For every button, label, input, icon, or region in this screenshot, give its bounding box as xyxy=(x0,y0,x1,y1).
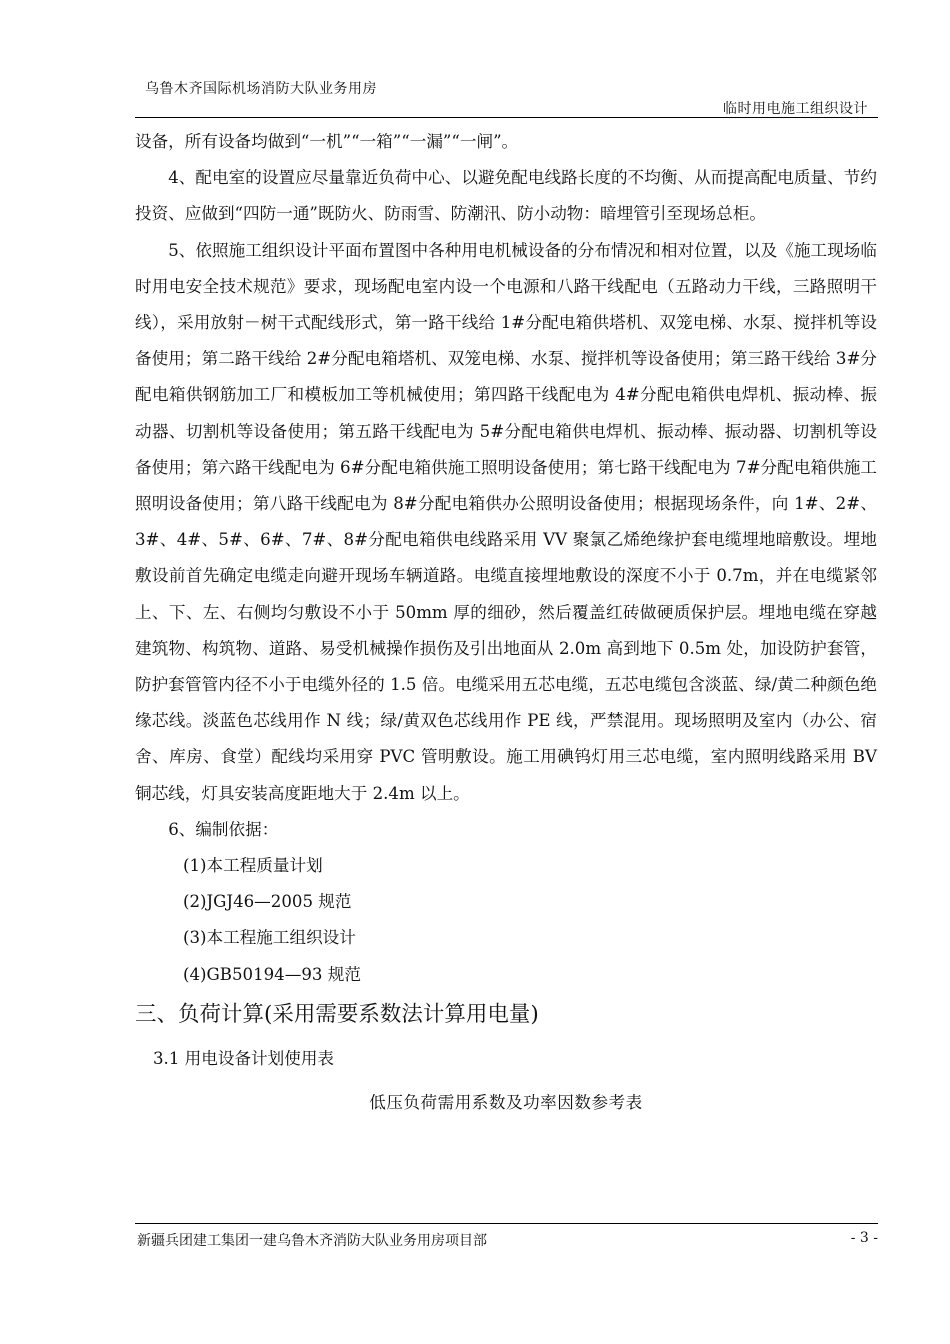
header-rule xyxy=(135,117,878,118)
paragraph-basis-heading: 6、编制依据： xyxy=(168,819,279,839)
page-body xyxy=(135,124,877,1121)
paragraph-equipment: 设备，所有设备均做到“一机”“一箱”“一漏”“一闸”。 xyxy=(135,132,519,151)
basis-item: (4)GB50194—93 规范 xyxy=(183,964,361,984)
paragraph-trunk-lines: 5、依照施工组织设计平面布置图中各种用电机械设备的分布情况和相对位置，以及《施工现场临时用电安全技术规范》要求，现场配电室内设一个电源和八路干线配电（五路动力干线，三路照明干线），采用放射－树干式配线形式，第一路干线给 1#分配电箱供塔机、双笼电梯、水泵、搅拌机等设备使用；第二路干线给 2#分配电箱塔机、双笼电梯、水泵、搅拌机等设备使用；第三路干线给 3#分配电箱供钢筋加工厂和模板加工等机械使用；第四路干线配电为 4#分配电箱供电焊机、振动棒、振动器、切割机等设备使用；第五路干线配电为 5#分配电箱供电焊机、振动棒、振动器、切割机等设备使用；第六路干线配电为 6#分配电箱供施工照明设备使用；第七路干线配电为 7#分配电箱供施工照明设备使用；第八路干线配电为 8#分配电箱供办公照明设备使用；根据现场条件，向 1#、2#、3#、4#、5#、6#、7#、8#分配电箱供电线路采用 VV 聚氯乙烯绝缘护套电缆埋地暗敷设。埋地敷设前首先确定电缆走向避开现场车辆道路。电缆直接埋地敷设的深度不小于 0.7m，并在电缆紧邻上、下、左、右侧均匀敷设不小于 50mm 厚的细砂，然后覆盖红砖做硬质保护层。埋地电缆在穿越建筑物、构筑物、道路、易受机械操作损伤及引出地面从 2.0m 高到地下 0.5m 处，加设防护套管，防护套管管内径不小于电缆外径的 1.5 倍。电缆采用五芯电缆，五芯电缆包含淡蓝、绿/黄二种颜色绝缘芯线。淡蓝色芯线用作 N 线；绿/黄双色芯线用作 PE 线，严禁混用。现场照明及室内（办公、宿舍、库房、食堂）配线均采用穿 PVC 管明敷设。施工用碘钨灯用三芯电缆，室内照明线路采用 BV 铜芯线，灯具安装高度距地大于 2.4m 以上。 xyxy=(135,240,877,803)
paragraph-distribution-room: 4、配电室的设置应尽量靠近负荷中心、以避免配电线路长度的不均衡、从而提高配电质量、节约投资、应做到“四防一通”既防火、防雨雪、防潮汛、防小动物：暗埋管引至现场总柜。 xyxy=(135,168,877,224)
table-title: 低压负荷需用系数及功率因数参考表 xyxy=(369,1093,643,1113)
basis-item: (1)本工程质量计划 xyxy=(183,856,323,876)
page-number: - 3 - xyxy=(850,1230,878,1246)
subsection-heading: 3.1 用电设备计划使用表 xyxy=(153,1048,335,1068)
header-right-title: 临时用电施工组织设计 xyxy=(723,101,868,117)
basis-item: (2)JGJ46—2005 规范 xyxy=(183,892,352,912)
footer-left: 新疆兵团建工集团一建乌鲁木齐消防大队业务用房项目部 xyxy=(137,1233,487,1249)
section-heading: 三、负荷计算(采用需要系数法计算用电量) xyxy=(135,1001,539,1027)
header-left-title: 乌鲁木齐国际机场消防大队业务用房 xyxy=(145,81,377,97)
footer-rule xyxy=(135,1223,878,1224)
basis-item: (3)本工程施工组织设计 xyxy=(183,928,356,948)
